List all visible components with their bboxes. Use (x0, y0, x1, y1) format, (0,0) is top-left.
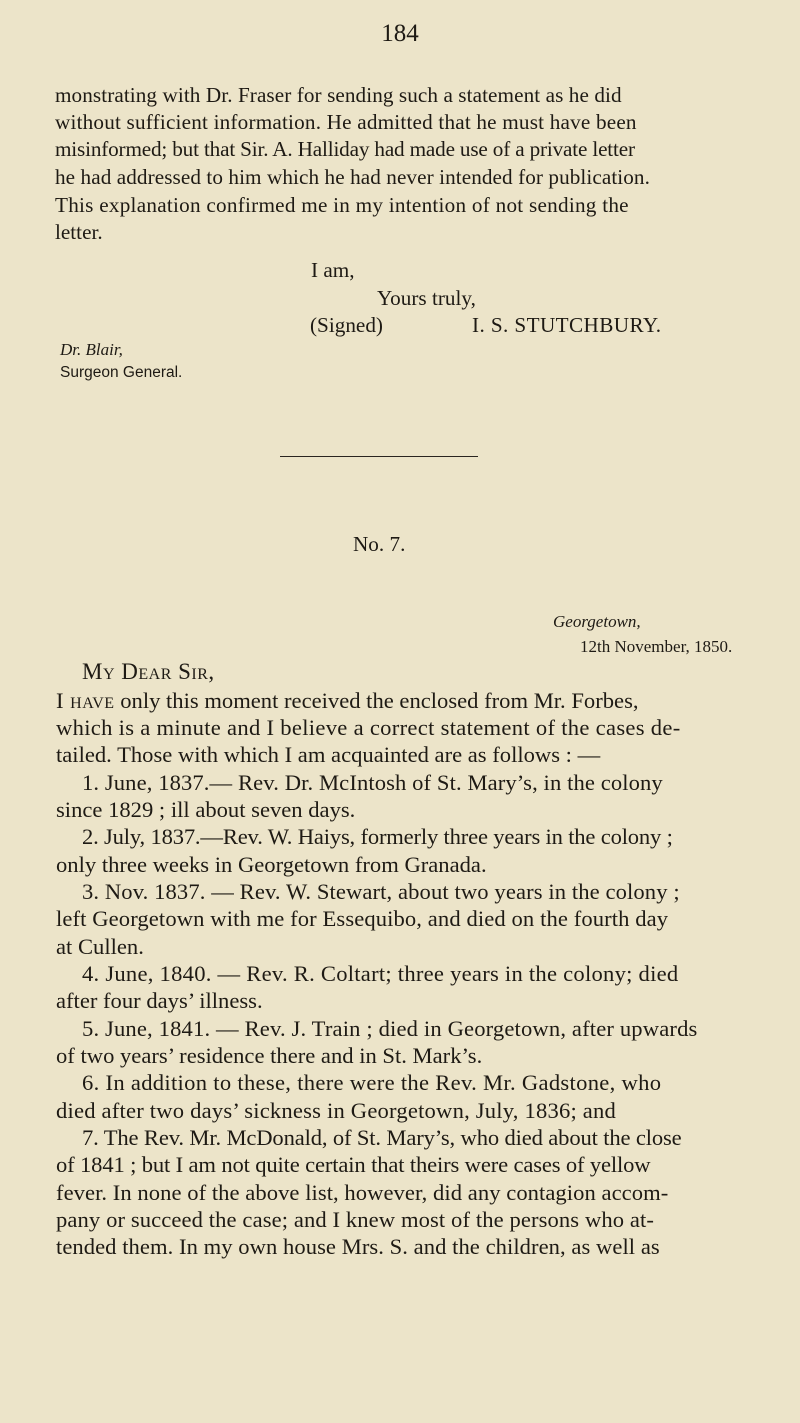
letter-line: left Georgetown with me for Essequibo, and died on the fourth day (56, 906, 669, 931)
addressee-name: Dr. Blair, (60, 340, 123, 359)
letter-line: 4. June, 1840. — Rev. R. Coltart; three years in the colony; died (82, 961, 679, 986)
prev-letter-line-6: letter. (55, 220, 103, 244)
letter-closing: I am, (311, 258, 355, 282)
prev-letter-line-2: without sufficient information. He admitted that he must have been (55, 110, 637, 134)
letter-first-line (56, 688, 639, 714)
letter-line: only three weeks in Georgetown from Granada. (56, 852, 487, 877)
letter-line: of two years’ residence there and in St. Mark’s. (56, 1043, 483, 1068)
letter-line: since 1829 ; ill about seven days. (56, 797, 356, 822)
prev-letter-line-1: monstrating with Dr. Fraser for sending such a statement as he did (55, 83, 622, 107)
prev-letter-line-5: This explanation confirmed me in my intention of not sending the (55, 193, 629, 217)
signed-label: (Signed) (310, 313, 383, 337)
letter-heading: No. 7. (353, 532, 406, 556)
letter-lead-caps: I have (56, 688, 115, 713)
prev-letter-line-4: he had addressed to him which he had never intended for publication. (55, 165, 650, 189)
letter-line: of 1841 ; but I am not quite certain that theirs were cases of yellow (56, 1152, 651, 1177)
letter-first-line-rest: only this moment received the enclosed from Mr. Forbes, (120, 688, 639, 713)
letter-line: tended them. In my own house Mrs. S. and the children, as well as (56, 1234, 660, 1259)
letter-line: pany or succeed the case; and I knew most of the persons who at- (56, 1207, 655, 1232)
letter-line: fever. In none of the above list, however, did any contagion accom- (56, 1180, 669, 1205)
letter-line: at Cullen. (56, 934, 144, 959)
letter-salutation: My Dear Sir, (82, 659, 215, 684)
letter-line: 3. Nov. 1837. — Rev. W. Stewart, about two years in the colony ; (82, 879, 680, 904)
letter-place: Georgetown, (553, 612, 641, 631)
addressee-title: Surgeon General. (60, 364, 183, 381)
letter-line: after four days’ illness. (56, 988, 263, 1013)
letter-valediction: Yours truly, (377, 286, 476, 310)
letter-date: 12th November, 1850. (580, 637, 733, 656)
signatory-name: I. S. STUTCHBURY. (472, 313, 662, 337)
letter-line: 5. June, 1841. — Rev. J. Train ; died in Georgetown, after upwards (82, 1016, 698, 1041)
letter-line: 2. July, 1837.—Rev. W. Haiys, formerly three years in the colony ; (82, 824, 673, 849)
letter-line: which is a minute and I believe a correct statement of the cases de- (56, 715, 681, 740)
page-number: 184 (381, 20, 419, 47)
prev-letter-line-3: misinformed; but that Sir. A. Halliday had made use of a private letter (55, 137, 635, 161)
letter-line: 6. In addition to these, there were the Rev. Mr. Gadstone, who (82, 1070, 662, 1095)
letter-line: tailed. Those with which I am acquainted are as follows : — (56, 742, 601, 767)
letter-line: died after two days’ sickness in Georgetown, July, 1836; and (56, 1098, 616, 1123)
section-divider (280, 456, 478, 457)
letter-line: 1. June, 1837.— Rev. Dr. McIntosh of St. Mary’s, in the colony (82, 770, 663, 795)
letter-line: 7. The Rev. Mr. McDonald, of St. Mary’s, who died about the close (82, 1125, 682, 1150)
